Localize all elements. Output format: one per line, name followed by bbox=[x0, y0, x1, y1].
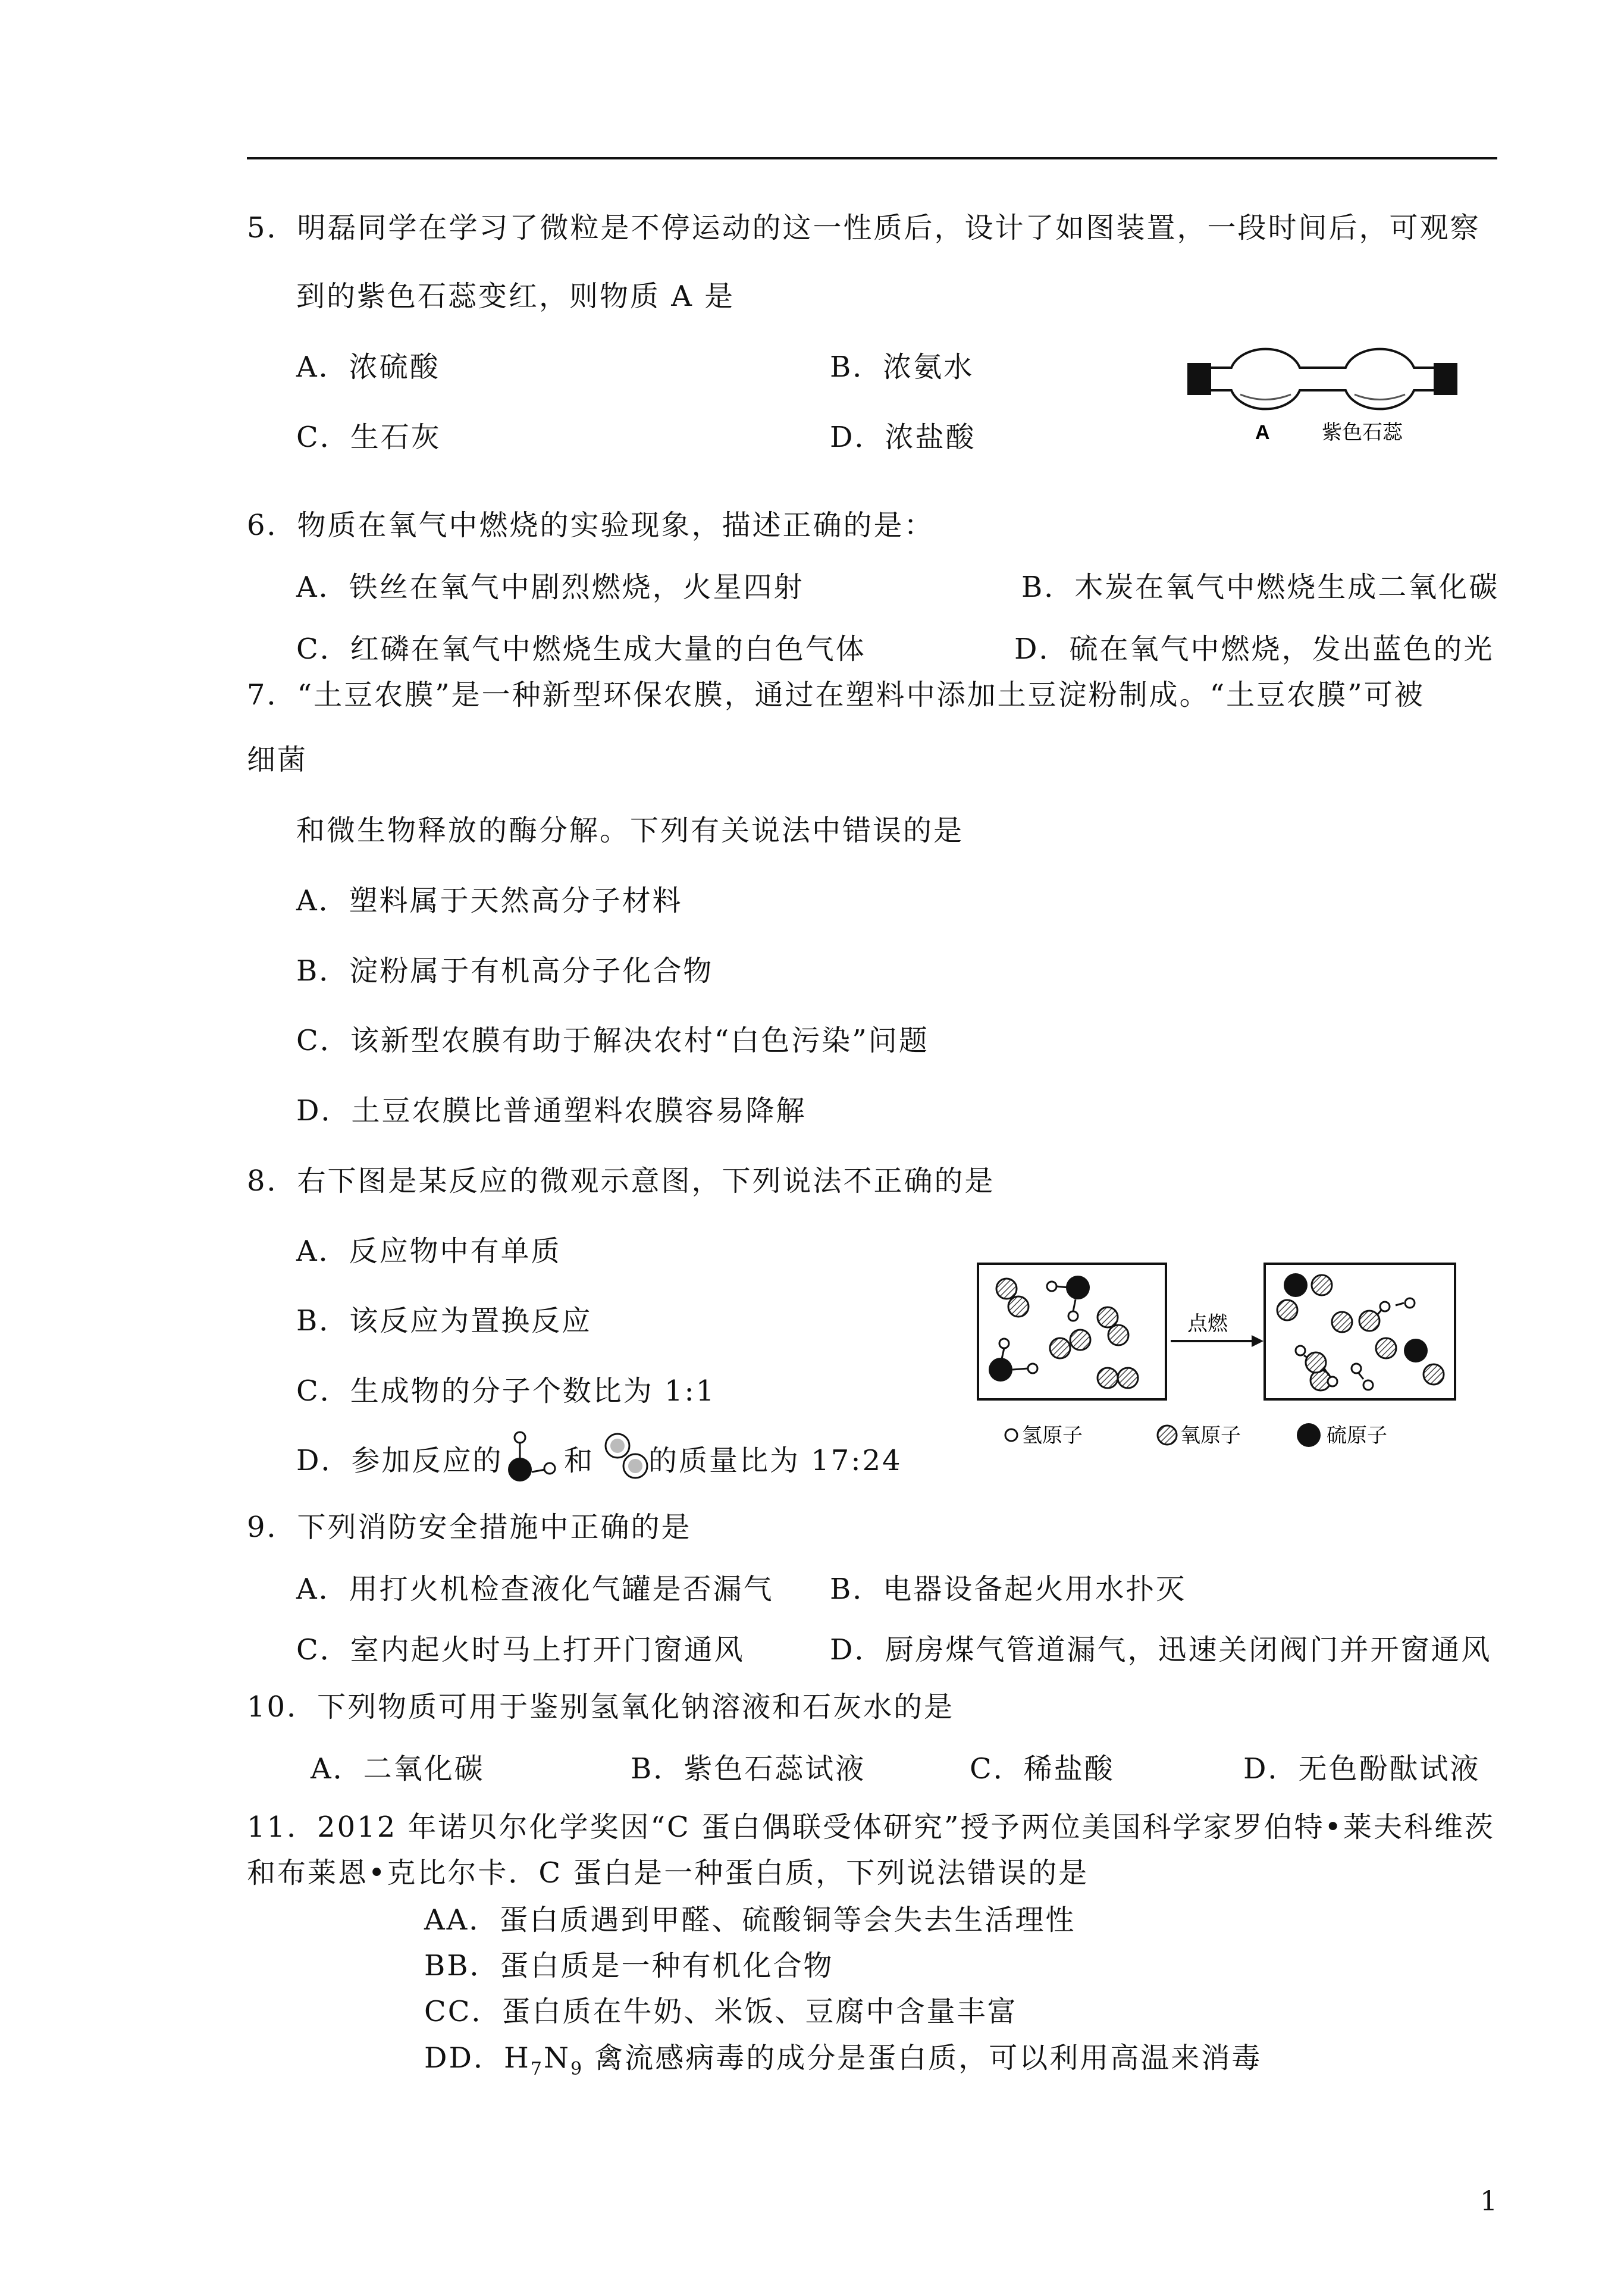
q7-stem-line3: 和微生物释放的酶分解。下列有关说法中错误的是 bbox=[296, 814, 964, 847]
page-number: 1 bbox=[1480, 2185, 1498, 2217]
litmus-liquid bbox=[1355, 394, 1405, 400]
q5-option-a: A．浓硫酸 bbox=[296, 350, 440, 384]
q5-stem-line1: 5．明磊同学在学习了微粒是不停运动的这一性质后，设计了如图装置，一段时间后，可观察 bbox=[247, 211, 1481, 245]
q9-option-c: C．室内起火时马上打开门窗通风 bbox=[296, 1633, 745, 1667]
q9-stem: 9．下列消防安全措施中正确的是 bbox=[247, 1511, 692, 1544]
q7-option-a: A．塑料属于天然高分子材料 bbox=[296, 884, 683, 917]
q6-stem: 6．物质在氧气中燃烧的实验现象，描述正确的是： bbox=[247, 509, 935, 542]
q7-stem-line1: 7．“土豆农膜”是一种新型环保农膜，通过在塑料中添加土豆淀粉制成。“土豆农膜”可被 bbox=[247, 678, 1425, 712]
q11-option-d-suffix: 禽流感病毒的成分是蛋白质，可以利用高温来消毒 bbox=[584, 2041, 1262, 2075]
legend-oxygen: 氧原子 bbox=[1180, 1424, 1241, 1448]
header-rule bbox=[247, 157, 1497, 159]
o2-molecule-icon bbox=[601, 1427, 654, 1486]
q5-stem-line2: 到的紫色石蕊变红，则物质 A 是 bbox=[296, 280, 735, 313]
h2s-molecule-icon bbox=[503, 1429, 563, 1489]
q11-option-d-sub1: 7 bbox=[530, 2059, 544, 2079]
q11-option-b: BB．蛋白质是一种有机化合物 bbox=[424, 1949, 834, 1982]
right-stopper bbox=[1434, 363, 1457, 395]
q5-apparatus-figure bbox=[1184, 338, 1463, 451]
q8-option-b: B．该反应为置换反应 bbox=[296, 1304, 592, 1337]
q8-option-d-suffix: 的质量比为 17:24 bbox=[648, 1444, 902, 1477]
q7-stem-line2: 细菌 bbox=[247, 743, 308, 776]
q11-stem-line2: 和布莱恩•克比尔卡．C 蛋白是一种蛋白质，下列说法错误的是 bbox=[247, 1856, 1089, 1890]
arrow-label: 点燃 bbox=[1187, 1312, 1228, 1336]
q6-option-d: D．硫在氧气中燃烧，发出蓝色的光 bbox=[1014, 632, 1494, 666]
q5-option-d: D．浓盐酸 bbox=[830, 421, 976, 454]
q8-option-d-mid: 和 bbox=[564, 1444, 595, 1477]
q11-option-d-sub2: 9 bbox=[570, 2059, 584, 2079]
q11-option-c: CC．蛋白质在牛奶、米饭、豆腐中含量丰富 bbox=[424, 1995, 1018, 2028]
left-stopper bbox=[1187, 363, 1211, 395]
q11-option-d-n: N bbox=[543, 2041, 570, 2075]
q6-option-b: B．木炭在氧气中燃烧生成二氧化碳 bbox=[1021, 571, 1500, 604]
q11-stem-line1: 11．2012 年诺贝尔化学奖因“C 蛋白偶联受体研究”授予两位美国科学家罗伯特•莱夫科维茨 bbox=[247, 1811, 1495, 1844]
q7-option-d: D．土豆农膜比普通塑料农膜容易降解 bbox=[296, 1094, 807, 1127]
q11-option-a: AA．蛋白质遇到甲醛、硫酸铜等会失去生活理性 bbox=[424, 1903, 1076, 1937]
q9-option-a: A．用打火机检查液化气罐是否漏气 bbox=[296, 1573, 774, 1606]
q8-option-c: C．生成物的分子个数比为 1:1 bbox=[296, 1374, 716, 1408]
legend-sulfur: 硫原子 bbox=[1327, 1424, 1387, 1448]
label-litmus: 紫色石蕊 bbox=[1322, 421, 1403, 444]
sulfur-legend-icon bbox=[1297, 1423, 1321, 1447]
q11-option-d-prefix: DD．H bbox=[424, 2041, 531, 2075]
q6-option-a: A．铁丝在氧气中剧烈燃烧，火星四射 bbox=[296, 571, 804, 604]
q10-option-d: D．无色酚酞试液 bbox=[1243, 1752, 1481, 1786]
q5-option-c: C．生石灰 bbox=[296, 421, 441, 454]
q8-reaction-diagram bbox=[976, 1255, 1469, 1467]
q7-option-b: B．淀粉属于有机高分子化合物 bbox=[296, 954, 714, 988]
q8-option-a: A．反应物中有单质 bbox=[296, 1235, 562, 1268]
q6-option-c: C．红磷在氧气中燃烧生成大量的白色气体 bbox=[296, 632, 866, 666]
q7-option-c: C．该新型农膜有助于解决农村“白色污染”问题 bbox=[296, 1024, 929, 1057]
q10-stem: 10．下列物质可用于鉴别氢氧化钠溶液和石灰水的是 bbox=[247, 1690, 955, 1724]
q8-option-d-prefix: D．参加反应的 bbox=[296, 1444, 503, 1477]
q11-option-d bbox=[424, 2040, 1262, 2088]
label-a: A bbox=[1255, 421, 1270, 444]
legend-hydrogen: 氢原子 bbox=[1022, 1424, 1083, 1448]
q10-option-a: A．二氧化碳 bbox=[311, 1752, 485, 1786]
q5-option-b: B．浓氨水 bbox=[830, 350, 974, 384]
hydrogen-legend-icon bbox=[1005, 1429, 1017, 1441]
q8-stem: 8．右下图是某反应的微观示意图，下列说法不正确的是 bbox=[247, 1164, 995, 1198]
q10-option-b: B．紫色石蕊试液 bbox=[631, 1752, 866, 1786]
liquid-a bbox=[1240, 394, 1291, 400]
q10-option-c: C．稀盐酸 bbox=[970, 1752, 1115, 1786]
oxygen-legend-icon bbox=[1158, 1426, 1177, 1445]
q9-option-d: D．厨房煤气管道漏气，迅速关闭阀门并开窗通风 bbox=[830, 1633, 1492, 1667]
q9-option-b: B．电器设备起火用水扑灭 bbox=[830, 1573, 1187, 1606]
